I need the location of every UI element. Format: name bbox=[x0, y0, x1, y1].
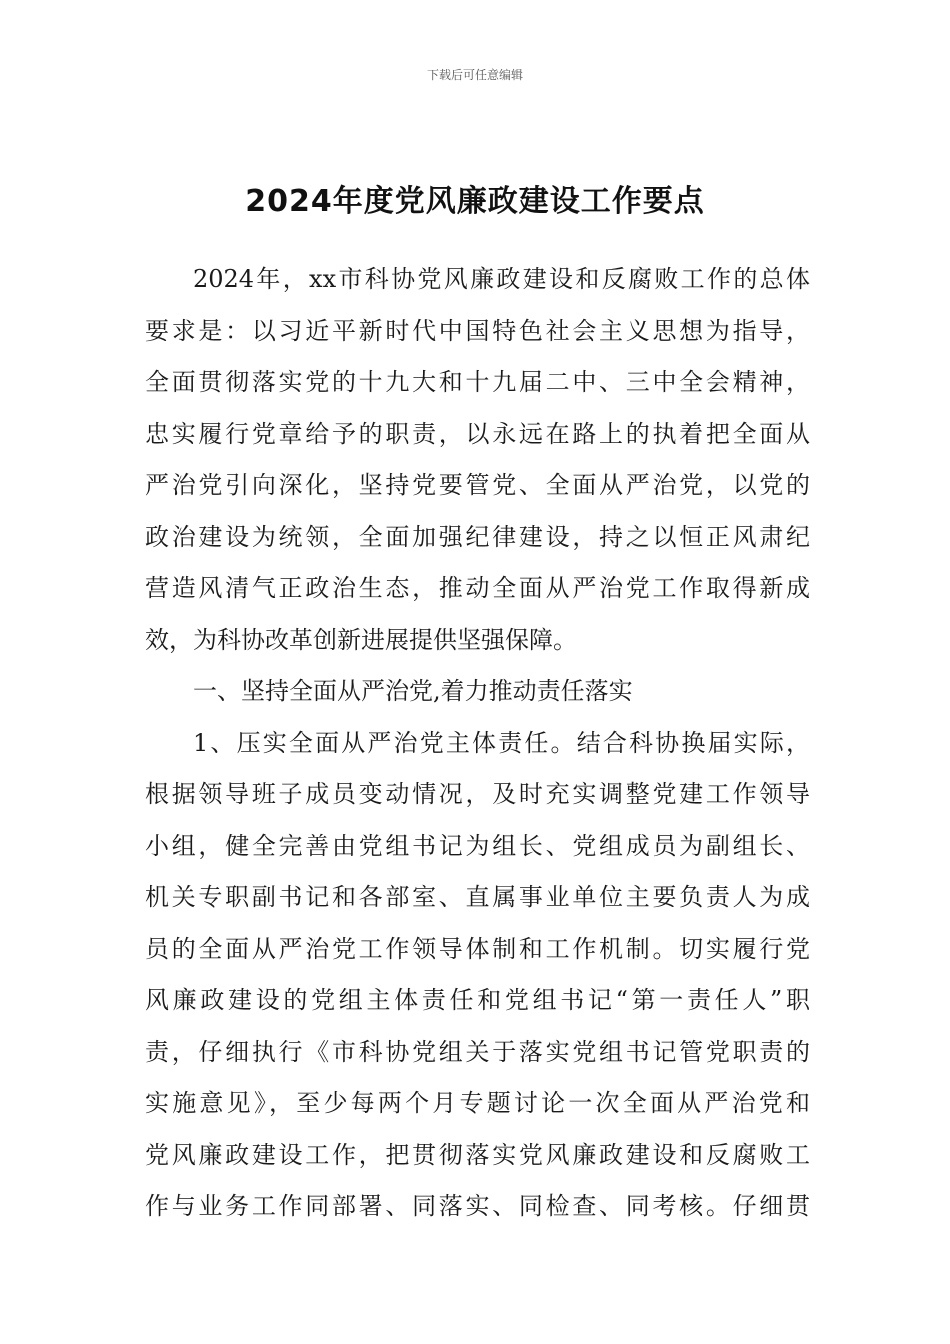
paragraph-line: 党风廉政建设工作，把贯彻落实党风廉政建设和反腐败工 bbox=[145, 1140, 810, 1169]
paragraph-line: 责，仔细执行《市科协党组关于落实党组书记管党职责的 bbox=[145, 1037, 810, 1066]
paragraph-line: 要求是：以习近平新时代中国特色社会主义思想为指导， bbox=[145, 316, 810, 345]
paragraph-line: 1、压实全面从严治党主体责任。结合科协换届实际， bbox=[193, 728, 810, 757]
page-header: 下载后可任意编辑 bbox=[426, 68, 523, 82]
document-body bbox=[145, 254, 810, 1233]
section-heading bbox=[145, 666, 810, 718]
document-title: 2024年度党风廉政建设工作要点 bbox=[245, 184, 705, 219]
paragraph-line: 营造风清气正政治生态，推动全面从严治党工作取得新成 bbox=[145, 574, 810, 602]
paragraph-line: 实施意见》，至少每两个月专题讨论一次全面从严治党和 bbox=[145, 1089, 810, 1117]
paragraph-line: 小组，健全完善由党组书记为组长、党组成员为副组长、 bbox=[145, 831, 810, 860]
paragraph-line: 风廉政建设的党组主体责任和党组书记“第一责任人”职 bbox=[145, 986, 810, 1014]
paragraph-line: 机关专职副书记和各部室、直属事业单位主要负责人为成 bbox=[145, 883, 810, 911]
paragraph-line: 全面贯彻落实党的十九大和十九届二中、三中全会精神， bbox=[145, 368, 810, 396]
paragraph-line: 根据领导班子成员变动情况，及时充实调整党建工作领导 bbox=[145, 780, 810, 808]
paragraph-line: 作与业务工作同部署、同落实、同检查、同考核。仔细贯 bbox=[145, 1192, 810, 1220]
paragraph-line: 效，为科协改革创新进展提供坚强保障。 bbox=[145, 625, 577, 654]
paragraph-line: 严治党引向深化，坚持党要管党、全面从严治党，以党的 bbox=[145, 471, 810, 499]
paragraph-line: 员的全面从严治党工作领导体制和工作机制。切实履行党 bbox=[145, 934, 810, 963]
section-heading-text: 一、坚持全面从严治党,着力推动责任落实 bbox=[193, 677, 633, 705]
paragraph-intro bbox=[145, 254, 810, 666]
paragraph-item-1 bbox=[145, 718, 810, 1233]
paragraph-line: 忠实履行党章给予的职责，以永远在路上的执着把全面从 bbox=[145, 419, 810, 448]
paragraph-line: 政治建设为统领，全面加强纪律建设，持之以恒正风肃纪 bbox=[145, 522, 810, 551]
paragraph-line: 2024年，xx市科协党风廉政建设和反腐败工作的总体 bbox=[193, 265, 810, 293]
